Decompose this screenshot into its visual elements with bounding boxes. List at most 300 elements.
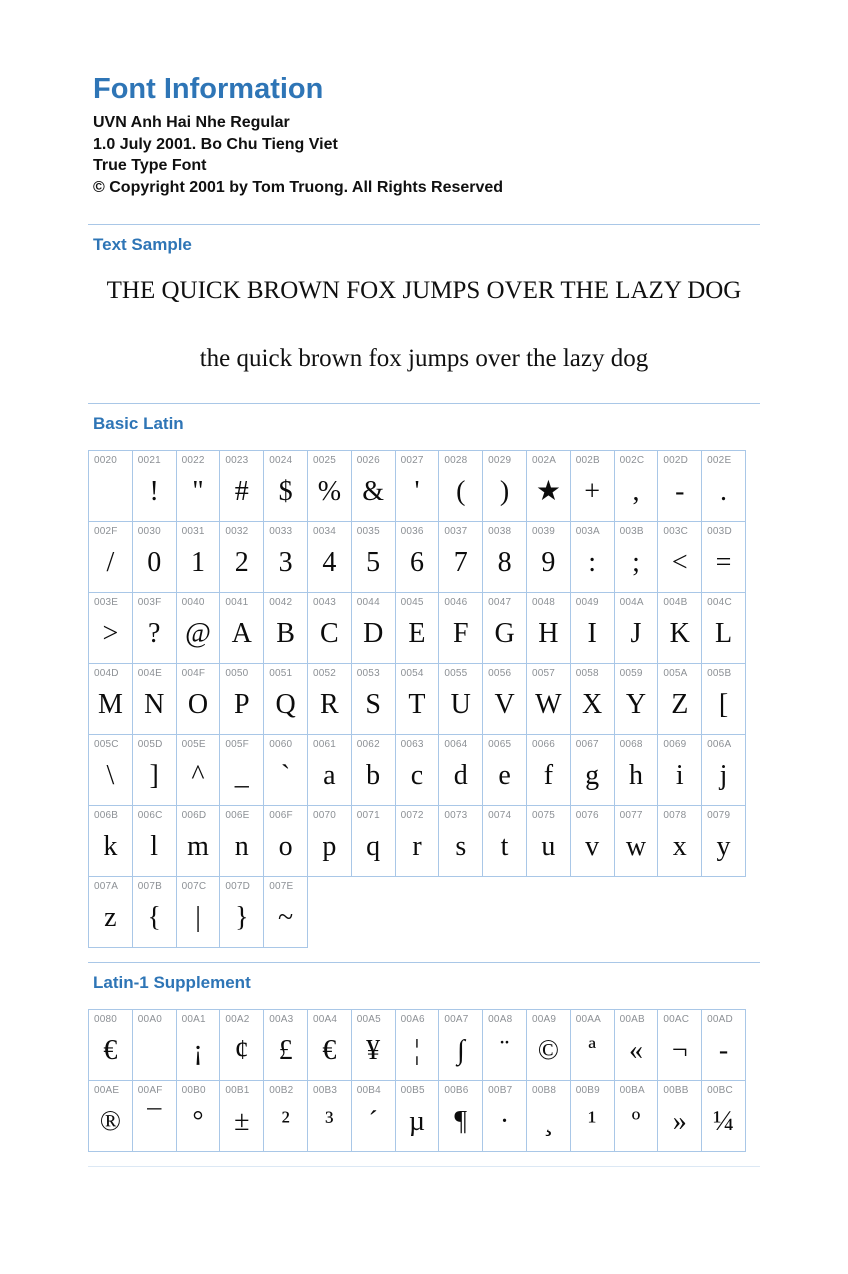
glyph-cell-0041 <box>219 592 264 664</box>
glyph: y <box>716 831 731 862</box>
glyph-code: 0059 <box>619 668 643 679</box>
glyph-cell-003E <box>88 592 133 664</box>
glyph-cell-00A0 <box>132 1009 177 1081</box>
glyph: ¯ <box>147 1106 162 1137</box>
glyph-cell-0034 <box>307 521 352 593</box>
glyph-code: 0036 <box>400 526 424 537</box>
glyph: l <box>150 831 159 862</box>
glyph-code: 003D <box>707 526 732 537</box>
glyph: + <box>584 476 601 507</box>
glyph-code: 00B2 <box>269 1085 294 1096</box>
glyph-code: 00AF <box>137 1085 163 1096</box>
glyph-cell-0037 <box>438 521 483 593</box>
glyph-cell-0048 <box>526 592 571 664</box>
glyph: ` <box>280 760 291 791</box>
glyph-code: 00B8 <box>531 1085 557 1096</box>
glyph-cell-005A <box>657 663 702 735</box>
glyph: 9 <box>541 547 556 578</box>
glyph-code: 007C <box>181 881 207 892</box>
glyph-cell-003A <box>570 521 615 593</box>
glyph: f <box>543 760 554 791</box>
glyph-code: 0023 <box>225 455 249 466</box>
glyph: a <box>323 760 336 791</box>
glyph: ' <box>414 476 420 507</box>
glyph-cell-007D <box>219 876 264 948</box>
glyph-code: 0075 <box>531 810 556 821</box>
glyph-cell-0035 <box>351 521 396 593</box>
glyph: ] <box>149 760 159 791</box>
glyph-code: 00B1 <box>225 1085 250 1096</box>
glyph-row <box>88 876 760 948</box>
glyph-code: 0079 <box>707 810 731 821</box>
glyph: Y <box>625 689 647 720</box>
glyph-code: 0063 <box>400 739 424 750</box>
glyph-code: 004D <box>94 668 119 679</box>
glyph: ´ <box>368 1106 378 1137</box>
glyph-code: 00A4 <box>312 1014 338 1025</box>
glyph: V <box>494 689 515 720</box>
glyph-cell-00B0 <box>176 1080 221 1152</box>
glyph-cell-006B <box>88 805 133 877</box>
glyph-cell-0070 <box>307 805 352 877</box>
glyph-code: 0069 <box>663 739 687 750</box>
glyph: k <box>103 831 118 862</box>
glyph: [ <box>718 689 729 720</box>
glyph: , <box>632 476 640 507</box>
glyph-code: 0055 <box>444 668 468 679</box>
glyph-code: 002E <box>707 455 732 466</box>
glyph-code: 00A9 <box>531 1014 557 1025</box>
glyph: w <box>625 831 647 862</box>
glyph: = <box>715 547 732 578</box>
glyph-code: 003E <box>94 597 119 608</box>
glyph: 3 <box>278 547 293 578</box>
glyph: # <box>234 476 249 507</box>
glyph-cell-00A6 <box>395 1009 440 1081</box>
glyph: F <box>452 618 469 649</box>
glyph-code: 0062 <box>356 739 380 750</box>
glyph-cell-005E <box>176 734 221 806</box>
glyph: X <box>582 689 603 720</box>
glyph-code: 0026 <box>356 455 380 466</box>
glyph-cell-007A <box>88 876 133 948</box>
glyph: S <box>365 689 381 720</box>
glyph-code: 00BC <box>707 1085 733 1096</box>
glyph: A <box>231 618 252 649</box>
glyph: $ <box>278 476 293 507</box>
glyph: ¡ <box>193 1035 203 1066</box>
glyph-code: 00A8 <box>488 1014 513 1025</box>
glyph-code: 0044 <box>356 597 380 608</box>
page-title: Font Information <box>93 73 324 105</box>
glyph: Z <box>671 689 689 720</box>
glyph-code: 0050 <box>225 668 249 679</box>
glyph: € <box>322 1035 337 1066</box>
glyph-cell-0047 <box>482 592 527 664</box>
glyph-code: 00B9 <box>575 1085 600 1096</box>
glyph-code: 0065 <box>488 739 512 750</box>
glyph-code: 00A2 <box>225 1014 250 1025</box>
glyph: { <box>147 902 161 933</box>
glyph-code: 004E <box>137 668 162 679</box>
glyph-cell-0060 <box>263 734 308 806</box>
glyph-cell-002F <box>88 521 133 593</box>
latin1-supplement-grid <box>88 1009 760 1152</box>
glyph: » <box>672 1106 687 1137</box>
glyph: ¹ <box>587 1106 597 1137</box>
glyph: z <box>104 902 117 933</box>
glyph-code: 007E <box>269 881 294 892</box>
glyph: L <box>715 618 733 649</box>
glyph-code: 0022 <box>181 455 205 466</box>
glyph-cell-00BB <box>657 1080 702 1152</box>
glyph-cell-0067 <box>570 734 615 806</box>
glyph: ; <box>632 547 640 578</box>
glyph-code: 0052 <box>312 668 337 679</box>
glyph-code: 0033 <box>269 526 293 537</box>
glyph-cell-00B2 <box>263 1080 308 1152</box>
glyph-code: 005E <box>181 739 206 750</box>
glyph: 5 <box>366 547 381 578</box>
glyph: u <box>541 831 556 862</box>
glyph-cell-0063 <box>395 734 440 806</box>
glyph-code: 00B7 <box>488 1085 513 1096</box>
glyph-cell-0031 <box>176 521 221 593</box>
glyph-code: 002C <box>619 455 645 466</box>
glyph-cell-00AC <box>657 1009 702 1081</box>
glyph-cell-0075 <box>526 805 571 877</box>
glyph-code: 007D <box>225 881 251 892</box>
glyph-cell-004A <box>614 592 659 664</box>
font-info-block <box>88 112 760 198</box>
next-section-rule <box>88 1166 760 1167</box>
glyph-cell-00B3 <box>307 1080 352 1152</box>
glyph-cell-00B7 <box>482 1080 527 1152</box>
glyph-cell-005B <box>701 663 746 735</box>
glyph: n <box>234 831 249 862</box>
glyph: _ <box>234 760 249 791</box>
glyph-cell-0044 <box>351 592 396 664</box>
glyph-code: 0027 <box>400 455 424 466</box>
glyph-code: 005D <box>137 739 163 750</box>
glyph-code: 0021 <box>137 455 161 466</box>
glyph-code: 00B6 <box>444 1085 469 1096</box>
glyph-cell-0042 <box>263 592 308 664</box>
glyph: . <box>720 476 728 507</box>
glyph-row <box>88 663 760 735</box>
glyph-cell-0061 <box>307 734 352 806</box>
glyph: 6 <box>409 547 424 578</box>
glyph-cell-0080 <box>88 1009 133 1081</box>
glyph-row <box>88 1080 760 1152</box>
glyph-code: 0037 <box>444 526 468 537</box>
font-type: True Type Font <box>93 157 207 174</box>
glyph-row <box>88 734 760 806</box>
glyph: ^ <box>191 760 205 791</box>
glyph: | <box>195 902 201 933</box>
glyph-code: 00A0 <box>137 1014 162 1025</box>
glyph-cell-004B <box>657 592 702 664</box>
glyph: 0 <box>147 547 162 578</box>
glyph-cell-00A5 <box>351 1009 396 1081</box>
glyph-code: 002D <box>663 455 689 466</box>
font-version: 1.0 July 2001. Bo Chu Tieng Viet <box>93 135 338 153</box>
glyph-cell-0045 <box>395 592 440 664</box>
glyph-cell-004D <box>88 663 133 735</box>
glyph: 4 <box>322 547 337 578</box>
glyph-cell-0040 <box>176 592 221 664</box>
glyph-code: 005C <box>94 739 119 750</box>
glyph-code: 00AE <box>94 1085 120 1096</box>
glyph: ³ <box>325 1106 334 1137</box>
glyph-code: 0047 <box>488 597 512 608</box>
glyph-cell-00B5 <box>395 1080 440 1152</box>
glyph: m <box>187 831 209 862</box>
glyph-cell-00A7 <box>438 1009 483 1081</box>
glyph: ¢ <box>234 1035 249 1066</box>
glyph-cell-002A <box>526 450 571 522</box>
glyph: : <box>588 547 597 578</box>
glyph-code: 00BB <box>663 1085 689 1096</box>
glyph-cell-0021 <box>132 450 177 522</box>
glyph: ® <box>99 1106 122 1137</box>
glyph-cell-007B <box>132 876 177 948</box>
glyph: W <box>535 689 562 720</box>
glyph-cell-0064 <box>438 734 483 806</box>
basic-latin-section <box>88 403 760 962</box>
glyph-cell-0028 <box>438 450 483 522</box>
glyph: q <box>366 831 381 862</box>
glyph-cell-004F <box>176 663 221 735</box>
glyph-cell-0058 <box>570 663 615 735</box>
sample-uppercase: THE QUICK BROWN FOX JUMPS OVER THE LAZY DOG <box>106 277 742 304</box>
glyph: / <box>106 547 115 578</box>
glyph-cell-006D <box>176 805 221 877</box>
glyph: - <box>718 1035 729 1066</box>
glyph-code: 00B3 <box>312 1085 338 1096</box>
glyph-cell-0038 <box>482 521 527 593</box>
glyph: R <box>320 689 339 720</box>
glyph: ± <box>234 1106 250 1137</box>
glyph: I <box>587 618 597 649</box>
glyph-code: 00A1 <box>181 1014 206 1025</box>
glyph-code: 0038 <box>488 526 512 537</box>
glyph-cell-0071 <box>351 805 396 877</box>
glyph-cell-0033 <box>263 521 308 593</box>
glyph-code: 0029 <box>488 455 512 466</box>
glyph-cell-0032 <box>219 521 264 593</box>
glyph-code: 0035 <box>356 526 380 537</box>
glyph-row <box>88 805 760 877</box>
glyph-cell-006C <box>132 805 177 877</box>
glyph-code: 0072 <box>400 810 424 821</box>
glyph-cell-0074 <box>482 805 527 877</box>
glyph: M <box>97 689 123 720</box>
glyph: « <box>628 1035 643 1066</box>
glyph-code: 003F <box>137 597 162 608</box>
glyph <box>133 1030 176 1072</box>
glyph: P <box>234 689 250 720</box>
glyph-code: 0048 <box>531 597 556 608</box>
glyph: º <box>631 1106 641 1137</box>
glyph-cell-007E <box>263 876 308 948</box>
glyph: i <box>675 760 684 791</box>
glyph-cell-005D <box>132 734 177 806</box>
glyph: B <box>276 618 295 649</box>
glyph: U <box>450 689 471 720</box>
glyph: H <box>538 618 559 649</box>
glyph-cell-0039 <box>526 521 571 593</box>
glyph-cell-002C <box>614 450 659 522</box>
glyph-cell-0057 <box>526 663 571 735</box>
glyph: x <box>672 831 687 862</box>
glyph-code: 0034 <box>312 526 337 537</box>
glyph-code: 0041 <box>225 597 249 608</box>
glyph-code: 00A3 <box>269 1014 294 1025</box>
glyph-code: 0066 <box>531 739 556 750</box>
glyph: ¥ <box>366 1035 381 1066</box>
glyph-cell-0056 <box>482 663 527 735</box>
glyph-code: 0073 <box>444 810 468 821</box>
glyph: j <box>719 760 728 791</box>
glyph: s <box>455 831 467 862</box>
glyph-code: 0039 <box>531 526 556 537</box>
glyph: - <box>675 476 685 507</box>
glyph-code: 002B <box>575 455 600 466</box>
glyph-cell-00AD <box>701 1009 746 1081</box>
glyph: ★ <box>535 476 561 507</box>
glyph-code: 002F <box>94 526 118 537</box>
glyph-row <box>88 521 760 593</box>
glyph: ¸ <box>543 1106 554 1137</box>
glyph: ¨ <box>499 1035 510 1066</box>
glyph-code: 00AA <box>575 1014 602 1025</box>
glyph-code: 0031 <box>181 526 205 537</box>
glyph: K <box>669 618 690 649</box>
glyph-cell-0049 <box>570 592 615 664</box>
text-sample-heading: Text Sample <box>93 235 192 254</box>
glyph-cell-00A3 <box>263 1009 308 1081</box>
glyph-cell-00B9 <box>570 1080 615 1152</box>
glyph-cell-00A2 <box>219 1009 264 1081</box>
glyph-code: 0024 <box>269 455 293 466</box>
glyph: © <box>537 1035 559 1066</box>
glyph-cell-0078 <box>657 805 702 877</box>
glyph-cell-0052 <box>307 663 352 735</box>
glyph-cell-0059 <box>614 663 659 735</box>
glyph: " <box>192 476 204 507</box>
glyph-code: 004A <box>619 597 644 608</box>
glyph: % <box>317 476 342 507</box>
glyph-code: 00B0 <box>181 1085 206 1096</box>
glyph: ° <box>192 1106 204 1137</box>
glyph-code: 0071 <box>356 810 380 821</box>
glyph-cell-002E <box>701 450 746 522</box>
glyph: ª <box>588 1035 597 1066</box>
glyph: 7 <box>453 547 468 578</box>
glyph-cell-003B <box>614 521 659 593</box>
glyph: v <box>585 831 600 862</box>
glyph-code: 0032 <box>225 526 249 537</box>
latin1-supplement-heading: Latin-1 Supplement <box>93 973 251 992</box>
glyph: d <box>453 760 468 791</box>
glyph: g <box>585 760 600 791</box>
glyph-code: 00A6 <box>400 1014 425 1025</box>
glyph: \ <box>106 760 115 791</box>
glyph: @ <box>185 618 211 649</box>
glyph-cell-0079 <box>701 805 746 877</box>
glyph-code: 005F <box>225 739 249 750</box>
glyph-code: 00A7 <box>444 1014 469 1025</box>
glyph-code: 006D <box>181 810 207 821</box>
glyph-row <box>88 592 760 664</box>
glyph: N <box>144 689 165 720</box>
glyph-cell-0051 <box>263 663 308 735</box>
glyph-cell-005C <box>88 734 133 806</box>
glyph-code: 00B5 <box>400 1085 425 1096</box>
glyph-cell-002D <box>657 450 702 522</box>
glyph-cell-0077 <box>614 805 659 877</box>
glyph-code: 0080 <box>94 1014 118 1025</box>
glyph-code: 0070 <box>312 810 337 821</box>
glyph-code: 004F <box>181 668 206 679</box>
glyph-cell-0069 <box>657 734 702 806</box>
glyph-code: 006A <box>707 739 732 750</box>
glyph: £ <box>278 1035 293 1066</box>
glyph: p <box>322 831 337 862</box>
basic-latin-grid <box>88 450 760 948</box>
glyph-cell-0050 <box>219 663 264 735</box>
glyph-cell-0029 <box>482 450 527 522</box>
glyph-code: 0056 <box>488 668 512 679</box>
glyph-cell-006A <box>701 734 746 806</box>
glyph-code: 00B4 <box>356 1085 381 1096</box>
glyph-cell-0036 <box>395 521 440 593</box>
glyph-cell-00AA <box>570 1009 615 1081</box>
glyph-code: 00AC <box>663 1014 690 1025</box>
glyph-code: 005A <box>663 668 688 679</box>
glyph-cell-00AB <box>614 1009 659 1081</box>
glyph-cell-00B4 <box>351 1080 396 1152</box>
glyph-cell-0025 <box>307 450 352 522</box>
glyph: C <box>320 618 339 649</box>
glyph: e <box>498 760 511 791</box>
glyph-row <box>88 450 760 522</box>
glyph-code: 0051 <box>269 668 293 679</box>
glyph-cell-0022 <box>176 450 221 522</box>
glyph-code: 00AD <box>707 1014 733 1025</box>
glyph: ¦ <box>414 1035 420 1066</box>
glyph: ¶ <box>454 1106 468 1137</box>
glyph-cell-006F <box>263 805 308 877</box>
glyph: O <box>187 689 209 720</box>
glyph-code: 0025 <box>312 455 337 466</box>
text-sample-section <box>88 224 760 373</box>
glyph: 8 <box>497 547 512 578</box>
glyph-code: 006B <box>94 810 119 821</box>
glyph: ( <box>456 476 466 507</box>
glyph: E <box>408 618 426 649</box>
glyph: J <box>630 618 642 649</box>
glyph-cell-0055 <box>438 663 483 735</box>
glyph-code: 006F <box>269 810 293 821</box>
glyph-code: 004B <box>663 597 688 608</box>
glyph: 1 <box>190 547 205 578</box>
glyph-code: 0028 <box>444 455 468 466</box>
glyph-cell-00BA <box>614 1080 659 1152</box>
glyph: r <box>412 831 422 862</box>
glyph: ∫ <box>456 1035 465 1066</box>
